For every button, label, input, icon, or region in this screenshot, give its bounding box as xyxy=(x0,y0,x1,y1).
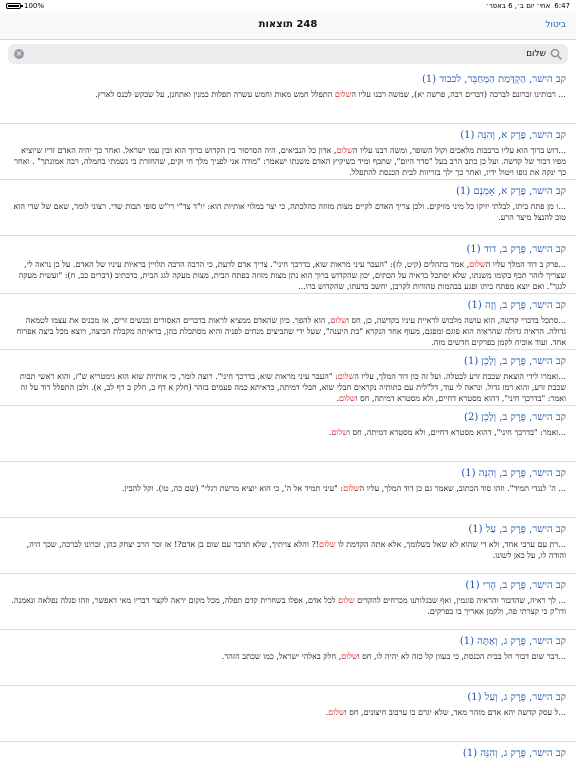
result-snippet: ...ואמר: "בדרכך חיני", דהוא מסטרא דחיים, ולא מסטרא דמיתה, חס ושלום. xyxy=(328,428,566,437)
result-row[interactable] xyxy=(0,294,576,350)
result-title: קב הישר, פֶּרֶק ב, וְלָכֵן (2) xyxy=(464,412,566,423)
result-row[interactable] xyxy=(0,686,576,742)
highlight-term: שלום xyxy=(328,708,345,717)
highlight-term: שלום xyxy=(318,540,336,549)
result-title: קב הישר, פֶּרֶק ג, וְאַתָּה (1) xyxy=(459,636,566,647)
search-icon xyxy=(550,48,562,60)
result-title: קב הישר, פֶּרֶק ג, וְהִנֵּה (1) xyxy=(462,748,566,759)
status-right xyxy=(486,0,570,12)
result-snippet: ...ל עסק קדשה יהא אדם מזהר מאד, שלא יגרם בו ערבוב חיצונים, חס ושלום. xyxy=(325,708,566,717)
result-title: קב הישר, פֶּרֶק א, אָמְנָם (1) xyxy=(456,186,566,197)
result-snippet: ...פרק ב דוד המלך עליו השלום, אמר בתהלים (קיט, לז): "העבר עיני מראות שוא, בדרכך חיני". צריך אדם לדעת, כי הרבה הרבה תלויין בראיות עיניו של האדם. על כן נראה לי, שצריך לזהר תכף בקומו משנתו, שלא יסתכל בראיה על הכתים, יכון שהקדוש ברוך הוא נתן מצות מזוזה בפתח הבית, מצות מעקה לגג הבית, כדכתיב (דברים כב, ח): "ועשית מעקה לגגך". ואם יוצא מפתח ביתו ופגע בבהמות טהורות לקרבן, יחשב בדעתו, שהקדוש ברו... xyxy=(18,260,566,291)
highlight-term: שלום xyxy=(336,146,353,155)
result-snippet: ... רבותינו זכרונם לברכה (דברים רבה, פרשה יא), שמשה רבנו עליו השלום התפלל חמש מאות וחמש עשרה תפלות כמנין ואתחנן, על שבקש לכנס לארץ. xyxy=(95,90,566,99)
result-row[interactable] xyxy=(0,124,576,180)
result-snippet: ...רת עם ערבי אחד, ולא די שהוא לא שאל בשלומך, אלא אתה הקדמת לו שלום!? והלא צויתיך, שלא תדבר עם שום בן אדם?! אז זכר הרב יצחק כהן, זכרונו לברכה, שכך היה, והודה לו, על כאן לשונו. xyxy=(26,540,566,560)
result-title: קב הישר, פֶּרֶק ב, דוד (1) xyxy=(466,244,566,255)
result-title: קב הישר, פֶּרֶק ב, וְזֶה (1) xyxy=(467,300,566,311)
search-bar xyxy=(8,44,568,64)
nav-bar xyxy=(0,12,576,40)
result-snippet: ...ואמרו לידי הוצאת שכבת זרע לבטלה. ועל זה כון דוד המלך, עליו השלום: "העבר עיני מראות שוא, בדרכך חיני". רוצה לומר, כי אותיות שוא הוא גימטריא ש"ז, והוא ראשי תבות שכבת זרע, והוא רמז גדול. ונראה לי עוד, דל"לית עם כתותיה נקראים חבלי שוא, חבלי דמיתה, כדאיתא כמה פעמים בזהר (חלק א דף ב, חלק ב דף לב, א). ולכן התפלל דוד על זה ואמר: "בדרכך חיני", דהוא מסטרא דחיים, ולא מסטרא דמיתה, חס ושלום. xyxy=(19,372,566,403)
highlight-term: שלום xyxy=(469,260,486,269)
page-title: 248 תוצאות xyxy=(258,19,318,30)
result-snippet: ... לך ראיה, שהדבור והראיה פוגמין, ואף שבגלותנו מכרחים להקדים שלום לכל אדם, אפלו בשחרית קדם תפלה, מכל מקום יראה לקצר דבריו מאי דאפשר, וזהו סגלה נפלאה ונאמנה. ודו"ק כי קצרתי פה, ולקמן אאריך בו בפרקים. xyxy=(11,596,566,616)
result-row[interactable] xyxy=(0,406,576,462)
cancel-button[interactable]: ביטול xyxy=(545,20,566,30)
result-row[interactable] xyxy=(0,350,576,406)
result-snippet: ...סתכל בדברי קדשה, הוא עושה מלבוש לראיית עיניו בקדשה, כן, חס ושלום, הוא להפך. כיון שהאדם ממציא לראות בדברים האסורים ובנשים זרים, אז מכניס את עצמו לטמאה גדולה. הראיה גדולה שהראיה הוא פוגם ומפגם, מעוף אחד הנקרא "בת היענה", שעל ידי שהביצים מנחים לפניה והיא מסתכלת בהן, בראיתה מקבלת הביצה, ויוצא מכל ביצה אפרוח אחד. ועוד אוכיח לקמן בפרקים חדשים מזה. xyxy=(16,316,566,347)
highlight-term: שלום xyxy=(330,316,347,325)
result-title: קב הישר, פֶּרֶק ב, עַל (1) xyxy=(468,524,566,535)
highlight-term: שלום xyxy=(331,428,348,437)
highlight-term: שלום xyxy=(338,596,355,605)
result-snippet: ...דבר שום דבור חל בבית הכנסת, כי בעוון קל כזה לא יהיה לו, חס ושלום, חלק באלהי ישראל, כמו שכתב הזהר. xyxy=(221,652,566,661)
result-title: קב הישר, פֶּרֶק ג, וְעַל (1) xyxy=(467,692,566,703)
result-row[interactable] xyxy=(0,462,576,518)
result-snippet: ... ה' לנגדי תמיד". וזהו סוד הכתוב, שאמר גם כן דוד המלך, עליו השלום: "עיני תמיד אל ה', כי הוא יוציא מרשת רגלי" (שם כה, טו). וקל להבין. xyxy=(122,484,566,493)
result-row[interactable] xyxy=(0,574,576,630)
battery-fill xyxy=(8,5,19,7)
battery-icon xyxy=(6,3,21,9)
result-title: קב הישר, פֶּרֶק ב, הָרִי (1) xyxy=(465,580,566,591)
clear-icon[interactable]: × xyxy=(15,49,23,58)
highlight-term: שלום xyxy=(341,652,358,661)
highlight-term: שלום xyxy=(339,394,356,403)
result-title: קב הישר, פֶּרֶק ב, וְלָכֵן (1) xyxy=(464,356,566,367)
highlight-term: שלום xyxy=(343,484,360,493)
result-title: קב הישר, פֶּרֶק א, וְהִנֵּה (1) xyxy=(460,130,566,141)
result-row[interactable] xyxy=(0,518,576,574)
highlight-term: שלום xyxy=(337,372,355,381)
results-list[interactable] xyxy=(0,68,576,768)
result-title: קב הישר, הַקְדָּמַת הַמְּחַבֵּר, לכבוד (1) xyxy=(422,74,566,85)
result-snippet: ...ו מן פתח ביתו, לבלתי יזיקו כל מיני מזיקים. ולכן צריך האדם לקיים מצות מזוזה כהלכתה, כי יצר במלוי אותיות הוא: יו"ד צד"י רי"ש סופי תבות שדי. רצוני לומר, שאם של שדי הוא טוב להנצל מיצר הרע. xyxy=(13,202,566,222)
status-bar xyxy=(0,0,576,12)
status-left xyxy=(6,0,44,12)
battery-percent: 100% xyxy=(24,2,45,10)
status-time: 6:47 xyxy=(554,2,570,10)
result-title: קב הישר, פֶּרֶק ב, וְהִנֵּה (1) xyxy=(461,468,566,479)
result-row[interactable] xyxy=(0,742,576,768)
search-input[interactable] xyxy=(30,46,546,62)
result-row[interactable] xyxy=(0,180,576,236)
highlight-term: שלום xyxy=(334,90,352,99)
status-date: אחי׳ יום ב׳, 6 באפר׳ xyxy=(485,2,551,10)
result-row[interactable] xyxy=(0,238,576,294)
result-snippet: ...דוש ברוך הוא עליו ברבבות מלאכים וקול השופר, ומשה רבנו עליו השלום, אדון כל הנביאים, היה הסרסור בין הקדוש ברוך הוא ובין עמו ישראל. ואחר כך יהיה האדם זריז שיוציא מפיו דבור של קדשה. ועל כן כתב הרב בעל "סדר היום", שתכף ומיד כשיקיץ האדם משנתו ישאמר: "מודה אני לפניך מלך חי וקים, שהחזרת בי נשמתי בחמלה, רבה אמונתך" . ואחר כך ינקה את גופו ויטול ידיו, ואחר כך ילך בזריזות לבית הכנסת להתפלל. xyxy=(14,146,566,177)
result-row[interactable] xyxy=(0,630,576,686)
result-row[interactable] xyxy=(0,68,576,124)
result-snippet xyxy=(8,763,566,768)
